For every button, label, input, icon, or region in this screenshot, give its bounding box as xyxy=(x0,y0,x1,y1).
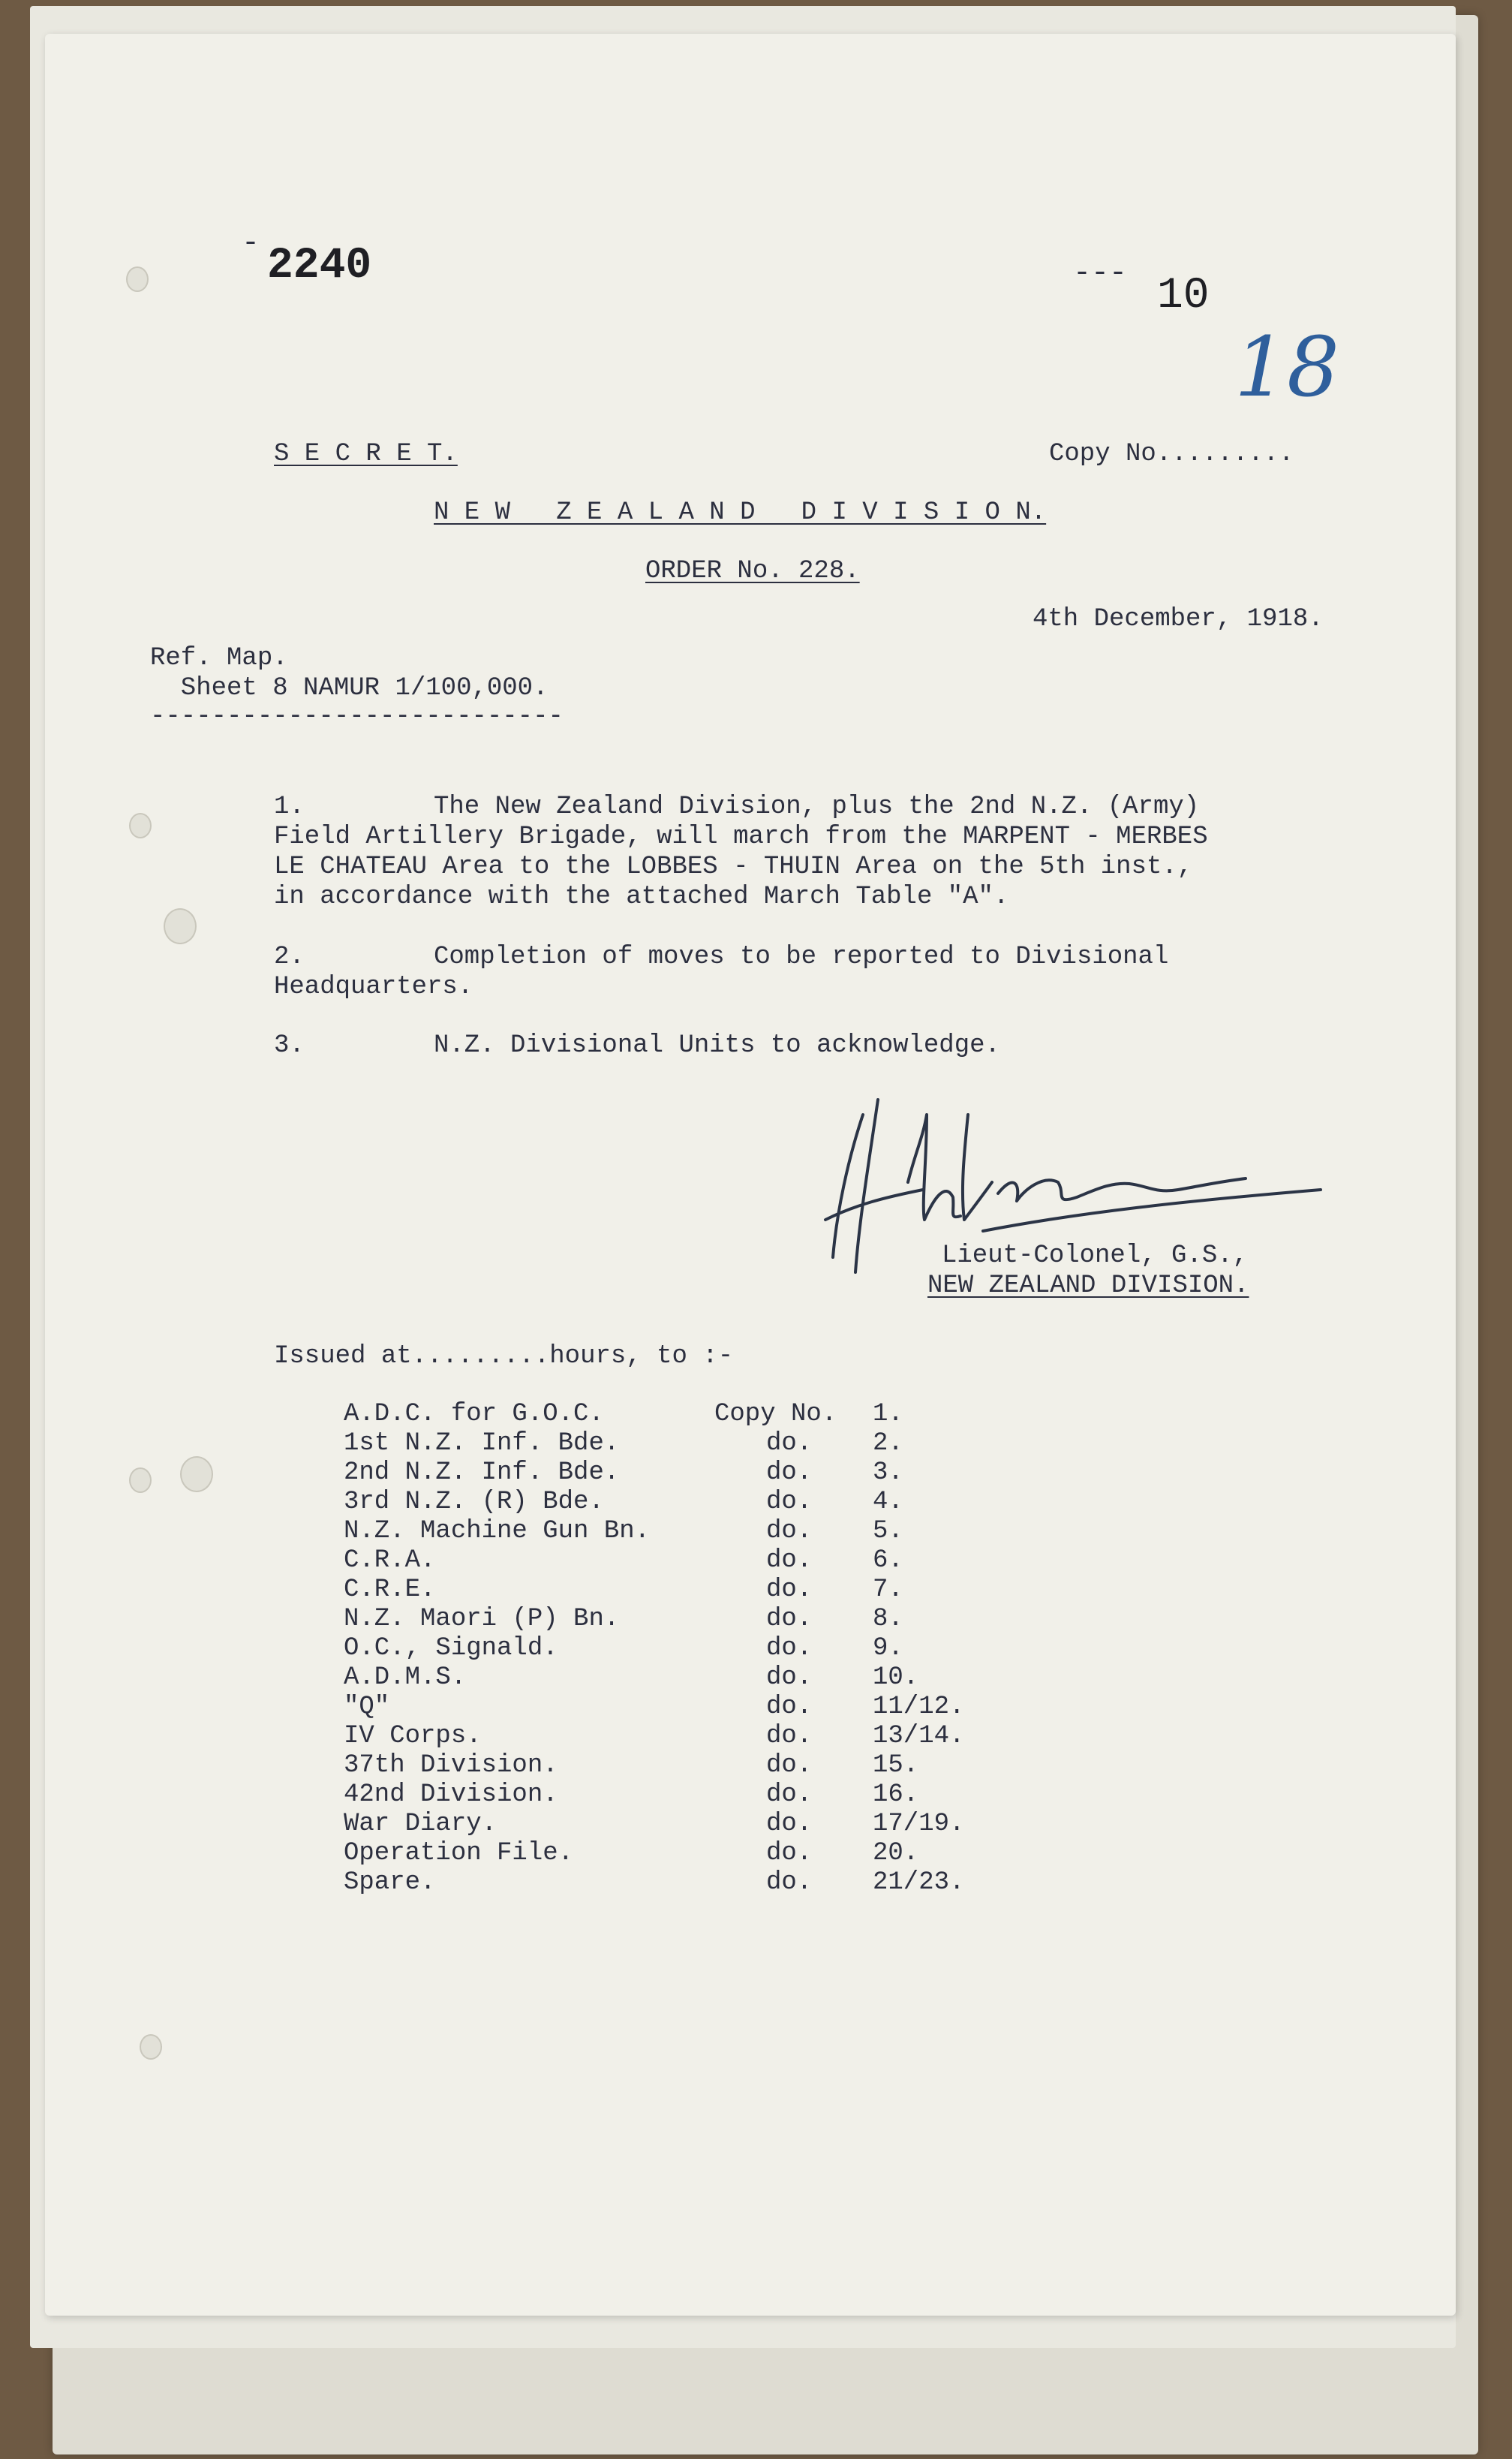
ditto: Copy No. xyxy=(714,1400,837,1428)
recipient: Spare. xyxy=(344,1868,436,1897)
order-date: 4th December, 1918. xyxy=(1033,605,1324,634)
copy-number: 16. xyxy=(873,1780,919,1809)
paragraph-line: N.Z. Divisional Units to acknowledge. xyxy=(434,1031,1000,1060)
punch-hole xyxy=(129,813,152,838)
signature-rank: Lieut-Colonel, G.S., xyxy=(942,1242,1249,1270)
copy-number: 7. xyxy=(873,1576,903,1604)
recipient: C.R.A. xyxy=(344,1546,436,1575)
ditto: do. xyxy=(766,1839,813,1868)
page-number-dashes: --- xyxy=(1073,257,1128,290)
page-number: 10 xyxy=(1157,272,1210,321)
ditto: do. xyxy=(766,1605,813,1633)
signature-unit: NEW ZEALAND DIVISION. xyxy=(927,1272,1249,1300)
ditto: do. xyxy=(766,1546,813,1575)
ditto: do. xyxy=(766,1634,813,1663)
copy-number: 21/23. xyxy=(873,1868,965,1897)
ditto: do. xyxy=(766,1488,813,1516)
copy-number: 3. xyxy=(873,1458,903,1487)
ditto: do. xyxy=(766,1868,813,1897)
copy-number: 11/12. xyxy=(873,1693,965,1721)
copy-number: 2. xyxy=(873,1429,903,1458)
paragraph-line: in accordance with the attached March Table "A". xyxy=(274,883,1009,911)
ref-map-label: Ref. Map. xyxy=(150,644,288,673)
recipient: O.C., Signald. xyxy=(344,1634,558,1663)
ditto: do. xyxy=(766,1663,813,1692)
punch-hole xyxy=(129,1467,152,1493)
ditto: do. xyxy=(766,1780,813,1809)
recipient: N.Z. Machine Gun Bn. xyxy=(344,1517,651,1546)
paragraph-line: Field Artillery Brigade, will march from the MARPENT - MERBES xyxy=(274,823,1208,851)
document-page xyxy=(45,34,1456,2316)
recipient: 37th Division. xyxy=(344,1751,558,1780)
ditto: do. xyxy=(766,1458,813,1487)
recipient: A.D.M.S. xyxy=(344,1663,467,1692)
handwritten-copy-number: 18 xyxy=(1234,319,1339,415)
paragraph-line: The New Zealand Division, plus the 2nd N.Z. (Army) xyxy=(434,793,1200,821)
paragraph-line: Completion of moves to be reported to Divisional xyxy=(434,943,1169,971)
ref-map-sheet: Sheet 8 NAMUR 1/100,000. xyxy=(150,674,549,703)
punch-hole xyxy=(126,266,149,292)
copy-number-label: Copy No......... xyxy=(1049,440,1294,468)
ditto: do. xyxy=(766,1751,813,1780)
order-title: ORDER No. 228. xyxy=(645,557,860,585)
copy-number: 1. xyxy=(873,1400,903,1428)
paragraph-line: Headquarters. xyxy=(274,973,473,1001)
security-classification: S E C R E T. xyxy=(274,440,458,468)
copy-number: 10. xyxy=(873,1663,919,1692)
ditto: do. xyxy=(766,1429,813,1458)
copy-number: 6. xyxy=(873,1546,903,1575)
paragraph-number: 2. xyxy=(274,943,305,971)
punch-hole xyxy=(164,908,197,944)
copy-number: 15. xyxy=(873,1751,919,1780)
ditto: do. xyxy=(766,1576,813,1604)
ditto: do. xyxy=(766,1693,813,1721)
recipient: IV Corps. xyxy=(344,1722,482,1750)
punch-hole xyxy=(180,1456,213,1492)
paragraph-line: LE CHATEAU Area to the LOBBES - THUIN Area on the 5th inst., xyxy=(274,853,1193,881)
recipient: C.R.E. xyxy=(344,1576,436,1604)
recipient: "Q" xyxy=(344,1693,390,1721)
copy-number: 5. xyxy=(873,1517,903,1546)
ditto: do. xyxy=(766,1517,813,1546)
file-number-dash: - xyxy=(242,227,260,260)
copy-number: 9. xyxy=(873,1634,903,1663)
copy-number: 4. xyxy=(873,1488,903,1516)
paragraph-number: 3. xyxy=(274,1031,305,1060)
copy-number: 17/19. xyxy=(873,1810,965,1838)
file-number: 2240 xyxy=(267,242,372,290)
copy-number: 20. xyxy=(873,1839,919,1868)
recipient: 1st N.Z. Inf. Bde. xyxy=(344,1429,620,1458)
recipient: Operation File. xyxy=(344,1839,574,1868)
division-heading: N E W Z E A L A N D D I V I S I O N. xyxy=(434,498,1047,527)
ref-map-rule: --------------------------- xyxy=(150,703,564,731)
paragraph-number: 1. xyxy=(274,793,305,821)
copy-number: 8. xyxy=(873,1605,903,1633)
copy-number: 13/14. xyxy=(873,1722,965,1750)
recipient: 2nd N.Z. Inf. Bde. xyxy=(344,1458,620,1487)
issued-line: Issued at.........hours, to :- xyxy=(274,1342,734,1371)
ditto: do. xyxy=(766,1810,813,1838)
recipient: 3rd N.Z. (R) Bde. xyxy=(344,1488,604,1516)
ditto: do. xyxy=(766,1722,813,1750)
recipient: 42nd Division. xyxy=(344,1780,558,1809)
recipient: A.D.C. for G.O.C. xyxy=(344,1400,604,1428)
recipient: N.Z. Maori (P) Bn. xyxy=(344,1605,620,1633)
recipient: War Diary. xyxy=(344,1810,497,1838)
punch-hole xyxy=(140,2034,162,2060)
